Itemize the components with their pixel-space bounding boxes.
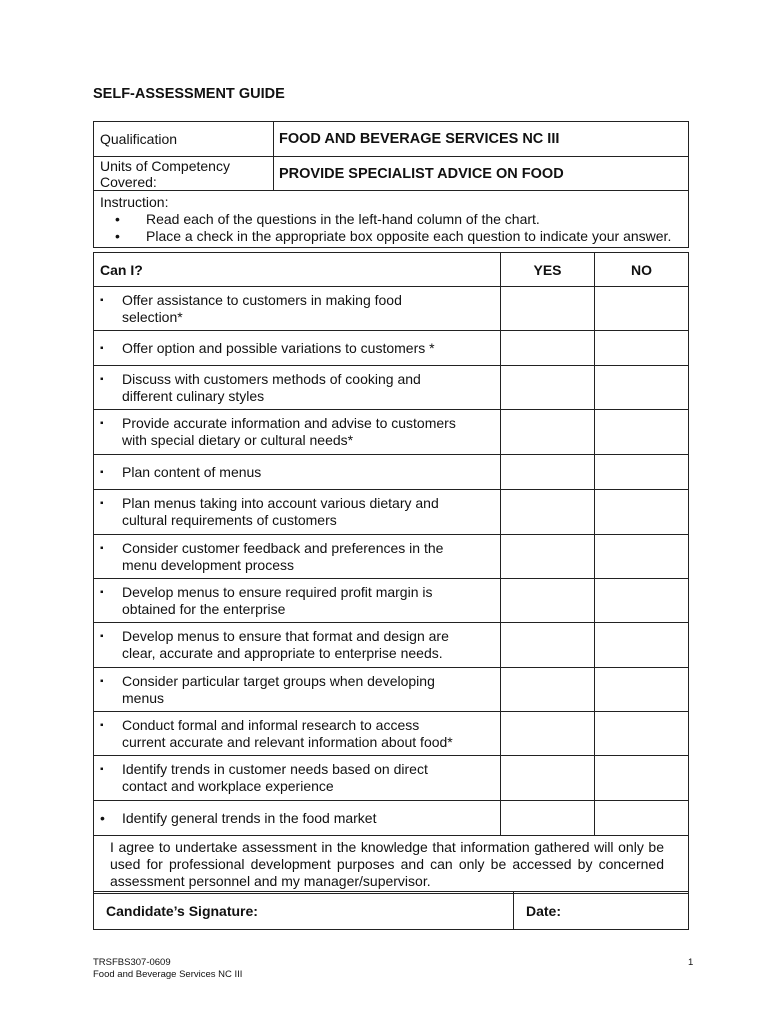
question-cell (94, 410, 501, 455)
footer-qualification: Food and Beverage Services NC III (93, 969, 243, 980)
round-bullet-icon: • (100, 809, 105, 826)
square-bullet-icon: ▪ (100, 466, 104, 478)
table-row (94, 712, 689, 756)
no-checkbox-cell[interactable] (595, 623, 689, 668)
no-checkbox-cell[interactable] (595, 801, 689, 836)
footer-code: TRSFBS307-0609 (93, 957, 171, 968)
question-text: Conduct formal and informal research to access (122, 716, 420, 733)
square-bullet-icon: ▪ (100, 342, 104, 354)
question-text: clear, accurate and appropriate to enterprise needs. (122, 645, 443, 661)
no-checkbox-cell[interactable] (595, 410, 689, 455)
question-text: menus (122, 689, 165, 706)
square-bullet-icon: ▪ (100, 719, 104, 731)
units-label-line1: Units of Competency (100, 157, 230, 174)
question-cell (94, 535, 501, 579)
question-text: menu development process (122, 556, 294, 573)
question-text: current accurate and relevant information about food* (122, 733, 453, 750)
yes-checkbox-cell[interactable] (501, 455, 595, 490)
no-checkbox-cell[interactable] (595, 455, 689, 490)
column-header-yes: YES (501, 253, 595, 287)
qualification-label: Qualification (94, 122, 274, 157)
document-title: SELF-ASSESSMENT GUIDE (93, 86, 285, 102)
units-value: PROVIDE SPECIALIST ADVICE ON FOOD (274, 157, 689, 191)
agreement-text: I agree to undertake assessment in the knowledge that information gathered will only be used for professional development purposes and can only be accessed by concerned assessment personnel and my manager/supervisor. (94, 836, 689, 894)
yes-checkbox-cell[interactable] (501, 801, 595, 836)
question-text: with special dietary or cultural needs* (122, 432, 354, 448)
no-checkbox-cell[interactable] (595, 331, 689, 366)
instruction-label: Instruction: (100, 194, 169, 210)
no-checkbox-cell[interactable] (595, 490, 689, 535)
question-text: Offer assistance to customers in making food (122, 291, 402, 308)
yes-checkbox-cell[interactable] (501, 287, 595, 331)
table-row (94, 623, 689, 668)
yes-checkbox-cell[interactable] (501, 712, 595, 756)
question-cell (94, 331, 501, 366)
instruction-item: • Place a check in the appropriate box opposite each question to indicate your answer. (100, 228, 682, 245)
question-text: Develop menus to ensure that format and design are (122, 628, 449, 644)
no-checkbox-cell[interactable] (595, 668, 689, 712)
square-bullet-icon: ▪ (100, 764, 104, 775)
column-header-question: Can I? (94, 253, 501, 287)
units-label (94, 157, 274, 191)
no-checkbox-cell[interactable] (595, 712, 689, 756)
yes-checkbox-cell[interactable] (501, 535, 595, 579)
table-row (94, 756, 689, 801)
page-number: 1 (688, 957, 694, 968)
square-bullet-icon: ▪ (100, 675, 104, 687)
question-cell (94, 623, 501, 668)
qualification-value: FOOD AND BEVERAGE SERVICES NC III (274, 122, 689, 157)
agreement-row (94, 836, 689, 894)
question-cell (94, 366, 501, 410)
question-text: Discuss with customers methods of cooking and (122, 370, 421, 387)
units-label-line2: Covered: (100, 173, 157, 190)
signature-table (93, 891, 689, 930)
question-cell (94, 287, 501, 331)
table-row (94, 668, 689, 712)
square-bullet-icon: ▪ (100, 586, 104, 598)
question-text: contact and workplace experience (122, 778, 334, 794)
question-text: Plan menus taking into account various dietary and (122, 495, 439, 511)
question-cell (94, 668, 501, 712)
instructions (94, 191, 689, 248)
no-checkbox-cell[interactable] (595, 535, 689, 579)
no-checkbox-cell[interactable] (595, 579, 689, 623)
yes-checkbox-cell[interactable] (501, 366, 595, 410)
question-text: Plan content of menus (122, 463, 262, 480)
square-bullet-icon: ▪ (100, 294, 104, 306)
question-text: obtained for the enterprise (122, 600, 286, 617)
question-text: Consider customer feedback and preferences in the (122, 539, 444, 556)
question-cell (94, 455, 501, 490)
table-row (94, 455, 689, 490)
square-bullet-icon: ▪ (100, 373, 104, 385)
question-text: selection* (122, 308, 183, 325)
candidate-signature-field[interactable]: Candidate’s Signature: (94, 892, 514, 930)
question-cell (94, 490, 501, 535)
square-bullet-icon: ▪ (100, 498, 104, 509)
square-bullet-icon: ▪ (100, 418, 104, 429)
table-row (94, 410, 689, 455)
yes-checkbox-cell[interactable] (501, 756, 595, 801)
question-text: Consider particular target groups when developing (122, 672, 435, 689)
footer (93, 957, 242, 981)
question-text: cultural requirements of customers (122, 512, 337, 528)
yes-checkbox-cell[interactable] (501, 410, 595, 455)
yes-checkbox-cell[interactable] (501, 490, 595, 535)
square-bullet-icon: ▪ (100, 631, 104, 642)
qualification-table (93, 121, 689, 248)
question-text: Identify general trends in the food market (122, 809, 377, 826)
date-field[interactable]: Date: (514, 892, 689, 930)
no-checkbox-cell[interactable] (595, 756, 689, 801)
question-text: Develop menus to ensure required profit margin is (122, 583, 433, 600)
checklist-table (93, 252, 689, 894)
instruction-item: • Read each of the questions in the left-hand column of the chart. (100, 211, 682, 228)
yes-checkbox-cell[interactable] (501, 623, 595, 668)
no-checkbox-cell[interactable] (595, 366, 689, 410)
table-row (94, 490, 689, 535)
question-text: different culinary styles (122, 387, 265, 404)
table-row (94, 287, 689, 331)
table-row (94, 331, 689, 366)
question-text: Identify trends in customer needs based on direct (122, 761, 428, 777)
question-text: Provide accurate information and advise to customers (122, 415, 456, 431)
question-cell (94, 756, 501, 801)
question-cell (94, 801, 501, 836)
yes-checkbox-cell[interactable] (501, 579, 595, 623)
table-row (94, 366, 689, 410)
question-cell (94, 712, 501, 756)
yes-checkbox-cell[interactable] (501, 331, 595, 366)
column-header-no: NO (595, 253, 689, 287)
no-checkbox-cell[interactable] (595, 287, 689, 331)
square-bullet-icon: ▪ (100, 542, 104, 554)
question-text: Offer option and possible variations to customers * (122, 339, 435, 356)
table-row (94, 801, 689, 836)
table-row (94, 535, 689, 579)
yes-checkbox-cell[interactable] (501, 668, 595, 712)
question-cell (94, 579, 501, 623)
table-row (94, 579, 689, 623)
